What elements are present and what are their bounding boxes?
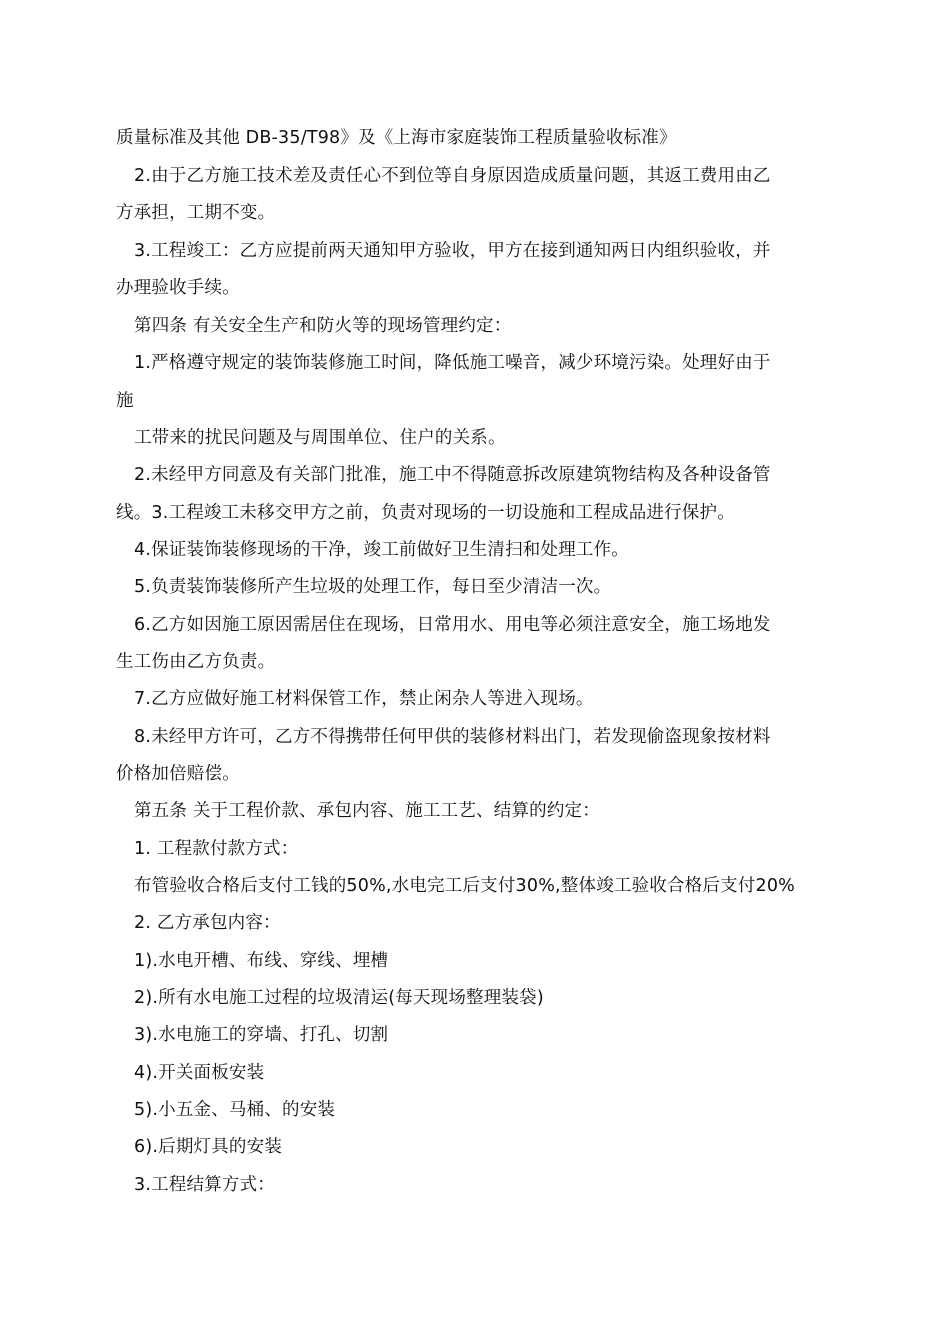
text-line: 7.乙方应做好施工材料保管工作，禁止闲杂人等进入现场。 bbox=[134, 689, 594, 709]
text-line: 2.由于乙方施工技术差及责任心不到位等自身原因造成质量问题，其返工费用由乙 bbox=[134, 166, 771, 186]
text-line: 1. 工程款付款方式： bbox=[134, 839, 299, 859]
text-line: 质量标准及其他 DB-35/T98》及《上海市家庭装饰工程质量验收标准》 bbox=[116, 128, 677, 148]
text-line: 4.保证装饰装修现场的干净，竣工前做好卫生清扫和处理工作。 bbox=[134, 540, 629, 560]
text-line: 方承担，工期不变。 bbox=[116, 203, 276, 223]
section-heading: 第五条 关于工程价款、承包内容、施工工艺、结算的约定： bbox=[134, 801, 600, 821]
text-line: 5.负责装饰装修所产生垃圾的处理工作，每日至少清洁一次。 bbox=[134, 577, 612, 597]
text-line: 2. 乙方承包内容： bbox=[134, 913, 281, 933]
section-heading: 第四条 有关安全生产和防火等的现场管理约定： bbox=[134, 316, 512, 336]
list-item: 5).小五金、马桶、的安装 bbox=[134, 1100, 336, 1120]
list-item: 3).水电施工的穿墙、打孔、切割 bbox=[134, 1025, 389, 1045]
text-line: 1.严格遵守规定的装饰装修施工时间，降低施工噪音，减少环境污染。处理好由于 bbox=[134, 353, 771, 373]
text-line: 办理验收手续。 bbox=[116, 278, 240, 298]
list-item: 4).开关面板安装 bbox=[134, 1063, 265, 1083]
text-line: 2.未经甲方同意及有关部门批准，施工中不得随意拆改原建筑物结构及各种设备管 bbox=[134, 465, 771, 485]
list-item: 6).后期灯具的安装 bbox=[134, 1137, 283, 1157]
text-line: 3.工程结算方式： bbox=[134, 1175, 275, 1195]
text-line: 施 bbox=[116, 391, 134, 411]
text-line: 价格加倍赔偿。 bbox=[116, 764, 240, 784]
text-line: 线。3.工程竣工未移交甲方之前，负责对现场的一切设施和工程成品进行保护。 bbox=[116, 503, 735, 523]
text-line: 布管验收合格后支付工钱的50%,水电完工后支付30%,整体竣工验收合格后支付20% bbox=[134, 876, 796, 896]
list-item: 1).水电开槽、布线、穿线、埋槽 bbox=[134, 951, 389, 971]
text-line: 8.未经甲方许可，乙方不得携带任何甲供的装修材料出门，若发现偷盗现象按材料 bbox=[134, 727, 771, 747]
text-line: 6.乙方如因施工原因需居住在现场，日常用水、用电等必须注意安全，施工场地发 bbox=[134, 615, 771, 635]
list-item: 2).所有水电施工过程的垃圾清运(每天现场整理装袋) bbox=[134, 988, 544, 1008]
text-line: 工带来的扰民问题及与周围单位、住户的关系。 bbox=[134, 428, 506, 448]
text-line: 3.工程竣工：乙方应提前两天通知甲方验收，甲方在接到通知两日内组织验收，并 bbox=[134, 241, 771, 261]
text-line: 生工伤由乙方负责。 bbox=[116, 652, 276, 672]
